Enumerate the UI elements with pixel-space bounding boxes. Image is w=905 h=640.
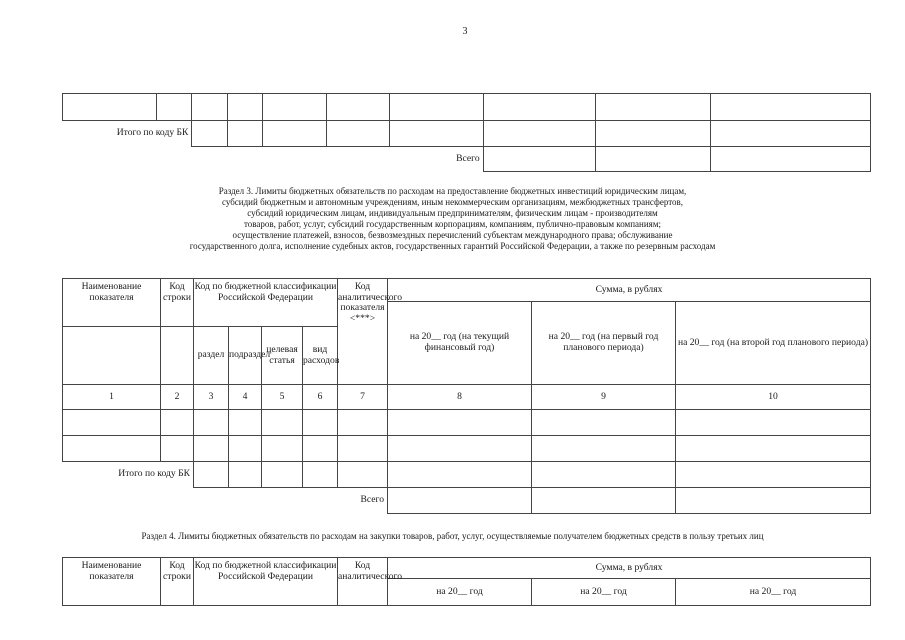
cell — [157, 94, 192, 121]
cell — [711, 94, 871, 121]
cell — [63, 410, 161, 436]
cell — [711, 147, 871, 172]
cell — [711, 121, 871, 147]
cell — [595, 147, 710, 172]
header-razdel: раздел — [194, 327, 229, 385]
cell — [388, 462, 532, 488]
header-code: Код строки — [161, 558, 194, 606]
cell — [595, 94, 710, 121]
cell — [303, 436, 338, 462]
cell — [532, 436, 676, 462]
header-summa: Сумма, в рублях — [388, 279, 871, 302]
cell — [192, 94, 227, 121]
header-analytic: Код аналитического показателя <***> — [338, 279, 388, 385]
table-section4 — [62, 557, 871, 606]
vsego-row — [63, 147, 871, 172]
cell — [161, 436, 194, 462]
header-row — [63, 279, 871, 302]
column-number: 3 — [194, 385, 229, 410]
header-year3: на 20__ год (на второй год планового периода) — [676, 302, 871, 385]
cell — [676, 462, 871, 488]
cell — [532, 488, 676, 514]
cell — [338, 462, 388, 488]
cell — [483, 94, 595, 121]
column-number: 9 — [532, 385, 676, 410]
header-bk: Код по бюджетной классификации Российской Федерации — [194, 558, 338, 606]
itogo-row — [63, 121, 871, 147]
table-row — [63, 410, 871, 436]
table-section3 — [62, 278, 871, 514]
cell — [227, 121, 262, 147]
caption-line: Раздел 4. Лимиты бюджетных обязательств по расходам на закупки товаров, работ, услуг, осуществляемые получателем бюджетных средств в пользу третьих лиц — [141, 531, 764, 541]
column-number: 1 — [63, 385, 161, 410]
cell — [192, 121, 227, 147]
header-code-cont — [161, 327, 194, 385]
vsego-label: Всего — [360, 494, 384, 506]
page-number: 3 — [462, 26, 468, 37]
cell — [262, 436, 303, 462]
caption-line: товаров, работ, услуг, субсидий государственным корпорациям, компаниям, публично-правовым компаниям; — [243, 219, 662, 229]
cell — [389, 121, 483, 147]
cell — [229, 436, 262, 462]
vsego-label: Всего — [456, 152, 480, 164]
cell — [326, 94, 389, 121]
table-row — [63, 436, 871, 462]
cell — [388, 410, 532, 436]
caption-line: субсидий бюджетным и автономным учреждениям, иным некоммерческим организациям, межбюджетных трансфертов, — [221, 197, 684, 207]
header-name-cont — [63, 327, 161, 385]
cell — [229, 410, 262, 436]
header-year1: на 20__ год — [388, 579, 532, 606]
cell — [483, 121, 595, 147]
cell — [532, 462, 676, 488]
cell — [595, 121, 710, 147]
cell — [229, 462, 262, 488]
column-number: 5 — [262, 385, 303, 410]
itogo-row — [63, 462, 871, 488]
cell — [532, 410, 676, 436]
table-row — [63, 94, 871, 121]
header-year3: на 20__ год — [676, 579, 871, 606]
header-name: Наименование показателя — [63, 558, 161, 606]
column-number: 2 — [161, 385, 194, 410]
itogo-label: Итого по коду БК — [118, 468, 190, 480]
caption-line: государственного долга, исполнение судебных актов, государственных гарантий Российской Федерации, а также по резервным расходам — [189, 241, 716, 251]
header-podrazdel: подраздел — [229, 327, 262, 385]
column-number-row — [63, 385, 871, 410]
header-year1: на 20__ год (на текущий финансовый год) — [388, 302, 532, 385]
cell — [388, 488, 532, 514]
cell — [676, 488, 871, 514]
cell — [262, 410, 303, 436]
cell — [303, 462, 338, 488]
cell — [483, 147, 595, 172]
cell — [263, 121, 327, 147]
itogo-label: Итого по коду БК — [116, 127, 189, 139]
header-year2: на 20__ год — [532, 579, 676, 606]
caption-line: Раздел 3. Лимиты бюджетных обязательств по расходам на предоставление бюджетных инвестиций юридическим лицам, — [218, 186, 687, 196]
header-analytic: Код аналитического — [338, 558, 388, 606]
vsego-row — [63, 488, 871, 514]
cell — [303, 410, 338, 436]
cell — [161, 410, 194, 436]
cell — [338, 410, 388, 436]
column-number: 8 — [388, 385, 532, 410]
header-vid: вид расходов — [303, 327, 338, 385]
caption-line: осуществление платежей, взносов, безвозмездных перечислений субъектам международного права; обслуживание — [232, 230, 673, 240]
cell — [194, 410, 229, 436]
header-summa: Сумма, в рублях — [388, 558, 871, 579]
cell — [63, 94, 157, 121]
header-celevaya: целевая статья — [262, 327, 303, 385]
cell — [194, 436, 229, 462]
column-number: 6 — [303, 385, 338, 410]
header-code: Код строки — [161, 279, 194, 327]
header-name: Наименование показателя — [63, 279, 161, 327]
cell — [389, 94, 483, 121]
cell — [388, 436, 532, 462]
header-row — [63, 558, 871, 579]
header-year2: на 20__ год (на первый год планового периода) — [532, 302, 676, 385]
column-number: 7 — [338, 385, 388, 410]
section4-caption — [0, 531, 905, 542]
column-number: 10 — [676, 385, 871, 410]
cell — [676, 436, 871, 462]
cell — [227, 94, 262, 121]
table-section2-continuation — [62, 93, 871, 172]
cell — [63, 436, 161, 462]
cell — [338, 436, 388, 462]
cell — [326, 121, 389, 147]
caption-line: субсидий юридическим лицам, индивидуальным предпринимателям, физическим лицам - производителям — [247, 208, 658, 218]
column-number: 4 — [229, 385, 262, 410]
cell — [676, 410, 871, 436]
cell — [262, 462, 303, 488]
cell — [194, 462, 229, 488]
header-bk: Код по бюджетной классификации Российской Федерации — [194, 279, 338, 327]
section3-caption — [0, 186, 905, 252]
cell — [263, 94, 327, 121]
